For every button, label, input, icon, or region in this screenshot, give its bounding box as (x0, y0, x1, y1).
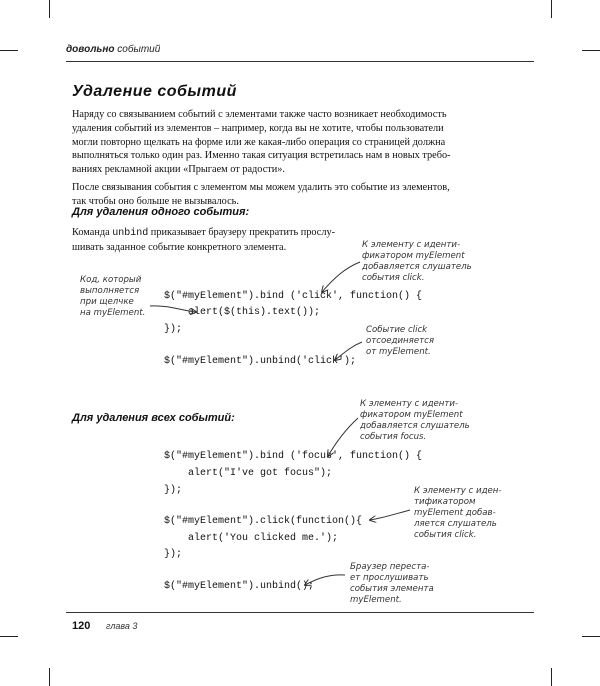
note-line: Событие click (366, 325, 428, 335)
code-line: alert($(this).text()); (164, 307, 321, 318)
arrow (370, 510, 410, 520)
note-line: тификатором (414, 497, 476, 507)
code-line: }); (164, 485, 183, 496)
note-line: ет прослушивать (350, 573, 429, 583)
text: Команда (72, 227, 113, 238)
note-line: отсоединяется (366, 336, 435, 346)
code-line: $("#myElement").unbind('click'); (164, 356, 357, 367)
note-line: фикатором myElement (362, 251, 465, 261)
arrow (305, 575, 345, 585)
note-line: К элементу с иденти- (362, 240, 461, 250)
note-line: от myElement. (366, 347, 431, 357)
footer-rule (66, 612, 534, 613)
subheading-single-event: Для удаления одного события: (72, 206, 250, 218)
code-line: }); (164, 324, 183, 335)
note-line: myElement. (350, 595, 402, 605)
section-title: Удаление событий (72, 83, 237, 100)
code-line: }); (164, 549, 183, 560)
header-rest: событий (117, 44, 161, 55)
text-line: шивать заданное событие конкретного элемента. (72, 241, 287, 253)
text-line: удаления событий из элементов – например, когда вы не хотите, чтобы пользователи (72, 122, 444, 134)
note-line: добавляется слушатель (362, 262, 472, 272)
text-line: так чтобы оно больше не вызывалось. (72, 195, 239, 207)
inline-code: unbind (112, 228, 149, 239)
chapter-label: глава 3 (106, 621, 138, 631)
note-line: К элементу с иден- (414, 486, 502, 496)
note-line: Код, который (80, 275, 142, 285)
text-line: После связывания события с элементом мы можем удалить это событие из элементов, (72, 182, 450, 193)
arrow (328, 418, 358, 456)
note-line: события click. (414, 530, 477, 540)
note-line: выполняется (80, 286, 140, 296)
code-line: alert("I've got focus"); (164, 468, 333, 479)
arrow (335, 342, 362, 360)
code-line: $("#myElement").bind ('focus', function() { (164, 451, 423, 462)
text-line: могли повторно щелкать на форме или же какая-либо операция со страницей должна (72, 136, 446, 148)
note-line: при щелчке (80, 297, 134, 307)
code-line: alert('You clicked me.'); (164, 533, 339, 544)
code-line: $("#myElement").click(function(){ (164, 516, 363, 527)
arrow (322, 262, 360, 292)
code-line: $("#myElement").unbind(); (164, 581, 315, 592)
subheading-all-events: Для удаления всех событий: (72, 412, 235, 424)
note-line: ляется слушатель (414, 519, 497, 529)
header-bold: довольно (66, 44, 115, 55)
note-line: К элементу с иденти- (360, 399, 459, 409)
note-line: Браузер переста- (350, 562, 430, 572)
page-number: 120 (72, 620, 91, 632)
note-line: на myElement. (80, 308, 146, 318)
note-line: фикатором myElement (360, 410, 463, 420)
arrow (150, 306, 196, 312)
text-line: выполняться только один раз. Именно такая ситуация встретилась нам в новых требо- (72, 150, 451, 162)
note-line: добавляется слушатель (360, 421, 470, 431)
note-line: myElement добав- (414, 508, 496, 518)
text-line: Наряду со связыванием событий с элементами также часто возникает необходимость (72, 109, 447, 120)
code-line: $("#myElement").bind ('click', function() { (164, 291, 423, 302)
note-line: события focus. (360, 432, 427, 442)
text-line: ваниях рекламной акции «Прыгаем от радости». (72, 164, 286, 176)
note-line: события элемента (350, 584, 434, 594)
text: приказывает браузеру прекратить прослу- (148, 227, 336, 238)
note-line: события click. (362, 273, 425, 283)
